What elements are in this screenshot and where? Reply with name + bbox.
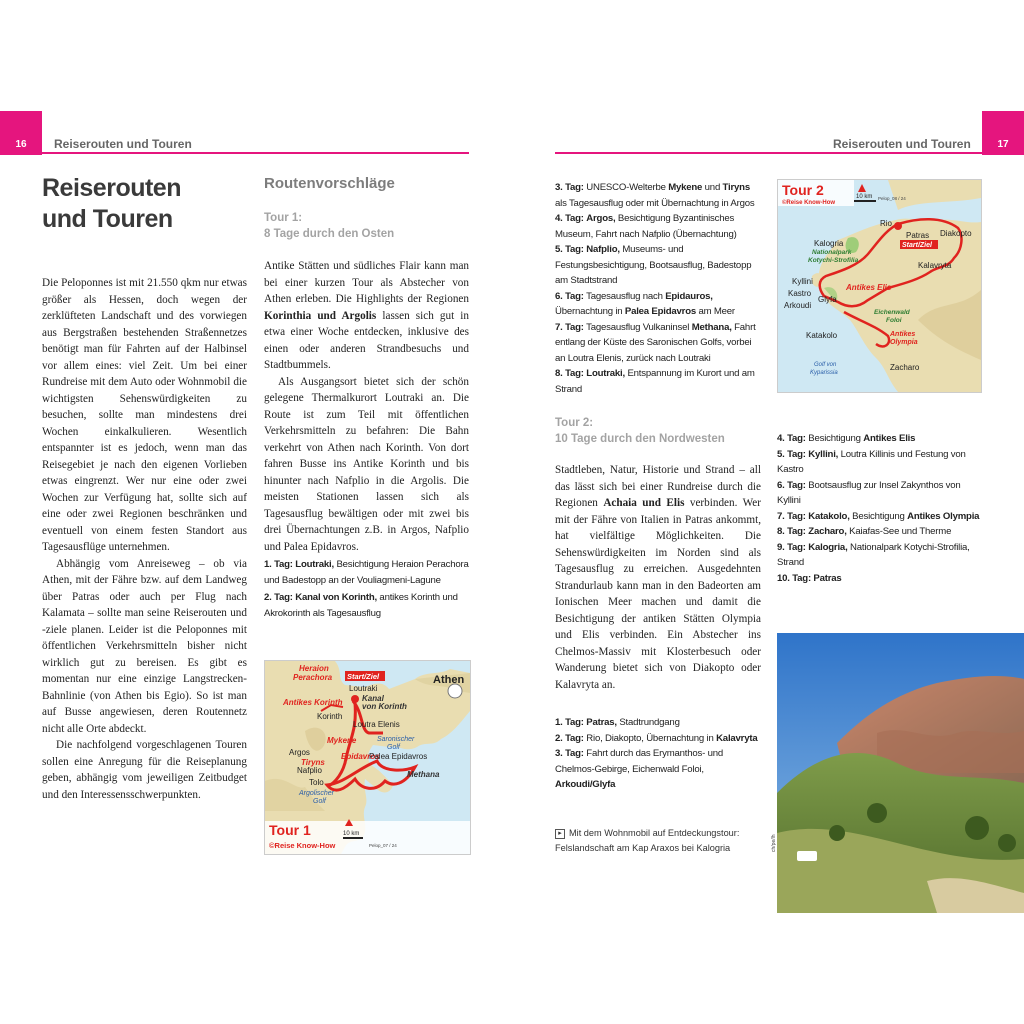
- day-label: 9. Tag:: [777, 541, 806, 553]
- day-desc: Besichtigung: [805, 433, 864, 444]
- map-code: Pelop_07 / 24: [369, 843, 397, 848]
- map-publisher: ©Reise Know-How: [269, 841, 336, 850]
- map-code: Pelop_08 / 24: [878, 196, 906, 201]
- day-desc: antikes Korinth und Akrokorinth als Tagesausflug: [264, 592, 458, 619]
- day-label: 1. Tag:: [555, 717, 584, 728]
- day-place: Kyllini,: [808, 448, 839, 460]
- day-entry: [555, 715, 763, 731]
- day-entry: [777, 540, 985, 571]
- landscape-photo: [777, 633, 1024, 913]
- photo-credit: ch/pe/lh: [771, 834, 777, 852]
- tour2-map: [777, 179, 982, 393]
- day-desc: Nationalpark Kotychi-Strofilia, Strand: [777, 541, 970, 568]
- day-place: Kalavryta: [716, 732, 758, 744]
- day-label: 4. Tag:: [777, 433, 806, 444]
- tour2-day-list: [555, 715, 763, 793]
- day-entry: [777, 524, 985, 540]
- day-desc: und: [702, 182, 723, 193]
- text-span: verbinden. Wer mit der Fähre von Italien in Patras ankommt, hat vielfältige Möglichkeiten. Die Sehenswürdigkeiten im Norden sind als Tagesausflug zu erreichen. Ausgedehnten Strandurlaub kann man in den Badeorten am Ionischen Meer machen und damit die Besichtigung der antiken Stätten Olympia und Elis verbinden. Ein Abstecher ins Chelmos-Massiv mit Klosterbesuch oder Wanderung bietet sich von Diakopto oder Kalavryta an.: [555, 497, 761, 691]
- map-label: Tolo: [309, 778, 324, 787]
- map-label: Argolischer: [299, 790, 335, 797]
- day-desc: Besichtigung Heraion Perachora und Badestopp an der Vouliagmeni-Lagune: [264, 559, 469, 586]
- map-label: Antikes Korinth: [283, 698, 343, 707]
- day-entry: [555, 731, 763, 747]
- page-title-line: und Touren: [42, 205, 173, 233]
- day-entry: [777, 571, 985, 587]
- map-label: Katakolo: [806, 331, 838, 340]
- map-label: Foloi: [886, 317, 902, 324]
- day-entry: [264, 557, 471, 588]
- map-label: Perachora: [293, 673, 333, 682]
- page-number-right: 17: [982, 111, 1024, 155]
- day-label: 5. Tag:: [555, 244, 584, 255]
- map-publisher: ©Reise Know-How: [782, 200, 836, 206]
- arrow-right-icon: ▸: [555, 829, 565, 839]
- map-label: Nafplio: [297, 766, 322, 775]
- day-desc: Tagesausflug Vulkaninsel: [583, 321, 692, 333]
- photo-caption: [555, 826, 770, 856]
- day-place: Loutraki,: [295, 559, 334, 570]
- caption-line: [555, 826, 770, 841]
- start-ziel-label: Start/Ziel: [347, 672, 380, 681]
- day-desc: Tagesausflug nach: [583, 290, 666, 302]
- day-entry: [555, 289, 763, 320]
- map-label: Antikes Elis: [846, 283, 892, 292]
- running-head-left: Reiserouten und Touren: [54, 137, 192, 151]
- day-label: 3. Tag:: [555, 182, 584, 193]
- day-label: 6. Tag:: [777, 479, 806, 491]
- day-desc: Museums- und Festungsbesichtigung, Bootsausflug, Badestopp am Stadtstrand: [555, 244, 752, 286]
- day-label: 7. Tag:: [555, 321, 584, 333]
- day-desc: Entspannung im Kurort und am Strand: [555, 368, 755, 395]
- map-label: Argos: [289, 748, 310, 757]
- map-label: Methana: [407, 770, 440, 779]
- page-title-line: Reiserouten: [42, 174, 181, 202]
- intro-text: [42, 275, 247, 803]
- day-entry: [555, 746, 763, 793]
- day-desc: Rio, Diakopto, Übernachtung in: [583, 732, 717, 744]
- day-label: 5. Tag:: [777, 448, 806, 460]
- start-ziel-label: Start/Ziel: [902, 242, 932, 249]
- map-label: Olympia: [890, 339, 918, 346]
- day-desc: Fahrt entlang der Küste des Saronischen Golfs, vorbei an Loutra Elenis, zurück nach Loutraki: [555, 321, 756, 364]
- day-label: 8. Tag:: [555, 368, 584, 379]
- caption-line: Felslandschaft am Kap Araxos bei Kalogria: [555, 843, 731, 853]
- tour2-text: [555, 462, 761, 693]
- map-label: Saronischer: [377, 736, 415, 743]
- day-place: Zacharo,: [808, 526, 847, 537]
- day-place: Patras,: [586, 717, 617, 728]
- map-label: Glyfa: [818, 295, 837, 304]
- day-label: 2. Tag:: [555, 732, 584, 744]
- day-place: Methana,: [691, 321, 732, 333]
- day-entry: [555, 180, 763, 211]
- scale-bar-icon: [854, 200, 876, 202]
- map-label: Eichenwald: [874, 309, 910, 316]
- day-place: Epidauros,: [665, 290, 713, 302]
- map-label: von Korinth: [362, 702, 407, 711]
- day-entry: [777, 509, 985, 525]
- map-label: Nationalpark: [812, 249, 852, 256]
- scale-bar-icon: [343, 837, 363, 839]
- tour1-day-list: [264, 557, 471, 621]
- map-label-athen: Athen: [433, 674, 465, 686]
- map-label: Loutra Elenis: [353, 720, 400, 729]
- day-place: Mykene: [668, 182, 703, 193]
- day-entry: [777, 447, 985, 478]
- map-label: Heraion: [299, 664, 329, 673]
- header-rule-right: [555, 152, 982, 154]
- day-entry: [555, 211, 763, 242]
- day-place: Antikes Elis: [863, 433, 916, 444]
- day-desc: Übernachtung in: [555, 306, 625, 317]
- tour1-paragraph: [264, 258, 469, 374]
- text-span: Antike Stätten und südliches Flair kann man bei einer kurzen Tour als Abstecher von Athen erleben. Die Highlights der Regionen: [264, 260, 469, 305]
- page-title: [42, 173, 242, 235]
- day-desc: UNESCO-Welterbe: [583, 182, 669, 193]
- day-place: Nafplio,: [586, 244, 620, 255]
- day-entry: [555, 320, 763, 367]
- day-desc: am Meer: [696, 306, 735, 317]
- intro-paragraph: Die nachfolgend vorgeschlagenen Touren sollen eine Anregung für die Reiseplanung geben, abhängig vom jeweiligen Zeitbudget und den Interessensschwerpunkten.: [42, 739, 247, 801]
- tour1-heading-line: 8 Tage durch den Osten: [264, 228, 395, 240]
- map-label: Korinth: [317, 712, 343, 721]
- text-span: Stadtleben, Natur, Historie und Strand – all das lässt sich bei einer Rundreise durch die Regionen: [555, 464, 761, 509]
- day-label: 1. Tag:: [264, 559, 293, 570]
- day-entry: [555, 366, 763, 397]
- day-place: Antikes Olympia: [907, 510, 980, 522]
- day-label: 6. Tag:: [555, 290, 584, 302]
- running-head-right: Reiserouten und Touren: [833, 137, 971, 151]
- tour1-day-list-continued: [555, 180, 763, 397]
- map-scale: 10 km: [343, 831, 360, 837]
- tour1-heading-line: Tour 1:: [264, 212, 303, 224]
- day-desc: Fahrt durch das Erymanthos- und Chelmos-Gebirge, Eichenwald Foloi,: [555, 748, 723, 775]
- caption-text: Mit dem Wohnmobil auf Entdeckungstour:: [569, 828, 740, 838]
- map-label: Golf von: [814, 362, 837, 368]
- day-place: Patras: [813, 572, 842, 584]
- map-label: Loutraki: [349, 684, 378, 693]
- map-label: Antikes: [890, 331, 916, 338]
- day-desc: Besichtigung Byzantinisches Museum, Fahrt nach Nafplio (Übernachtung): [555, 213, 737, 240]
- page-number-left: 16: [0, 111, 42, 155]
- tour1-heading: [264, 210, 394, 242]
- day-place: Kalogria,: [808, 541, 848, 553]
- tour1-text: [264, 258, 469, 555]
- map-label: Golf: [313, 798, 326, 805]
- day-desc: Bootsausflug zur Insel Zakynthos von Kyllini: [777, 479, 961, 506]
- day-place: Tiryns: [722, 182, 750, 193]
- day-label: 8. Tag:: [777, 526, 806, 537]
- map-label: Zacharo: [890, 363, 920, 372]
- map-label: Golf: [387, 744, 400, 751]
- text-span: lassen sich gut in etwa einer Woche entdecken, inklusive des einen oder anderen Strandbesuchs und Stadtbummels.: [264, 309, 469, 371]
- section-heading: Routenvorschläge: [264, 175, 395, 192]
- day-place: Palea Epidavros: [624, 306, 696, 317]
- map-label: Arkoudi: [784, 301, 812, 310]
- map-tour-label: Tour 1: [269, 822, 311, 838]
- day-label: 3. Tag:: [555, 748, 584, 759]
- map-label: Epidavros: [341, 752, 380, 761]
- day-place: Loutraki,: [586, 368, 625, 379]
- day-desc: Kaiafas-See und Therme: [846, 526, 952, 537]
- map-scale: 10 km: [856, 194, 873, 200]
- bold-regions: Korinthia und Argolis: [264, 309, 377, 322]
- day-place: Katakolo,: [808, 510, 850, 522]
- tour1-map: [264, 660, 471, 855]
- map-label: Kastro: [788, 289, 812, 298]
- day-desc: Loutra Killinis und Festung von Kastro: [777, 448, 966, 475]
- day-entry: [777, 478, 985, 509]
- map-label: Kotychi-Strofilia: [808, 257, 859, 264]
- day-entry: [264, 590, 471, 621]
- map-label: Tiryns: [301, 758, 325, 767]
- day-label: 4. Tag:: [555, 213, 584, 224]
- map-label: Mykene: [327, 736, 357, 745]
- tour2-day-list-continued: [777, 431, 985, 586]
- day-entry: [555, 242, 763, 289]
- day-place: Arkoudi/Glyfa: [555, 779, 616, 790]
- tour2-heading-line: Tour 2:: [555, 417, 594, 429]
- day-label: 10. Tag:: [777, 572, 811, 584]
- map-label: Kanal: [362, 694, 384, 703]
- tour2-heading-line: 10 Tage durch den Nordwesten: [555, 433, 725, 445]
- intro-paragraph: Abhängig vom Anreiseweg – ob via Athen, mit der Fähre bzw. auf dem Landweg über Patras oder auch per Flug nach Kalamata – sollte man seine Reiserouten und -ziele planen. Leider ist die Peloponnes mit öffentlichen Verkehrsmitteln bisher nicht wirklich gut zu bereisen. Es gibt es momentan nur eine einzige Langstrecken-Bahnlinie (von Athen bis Egio). So ist man auf Busse angewiesen, deren Routennetz nicht alle Orte abdeckt.: [42, 557, 247, 735]
- map-label: Patras: [906, 231, 930, 240]
- day-place: Argos,: [586, 213, 616, 224]
- map-label: Kyllini: [792, 277, 813, 286]
- day-desc: Stadtrundgang: [616, 717, 680, 728]
- day-entry: [777, 431, 985, 447]
- map-label: Palea Epidavros: [369, 752, 428, 761]
- day-label: 2. Tag:: [264, 592, 293, 603]
- tour2-heading: [555, 415, 725, 447]
- map-label: Kalavryta: [918, 261, 952, 270]
- day-place: Kanal von Korinth,: [295, 592, 377, 603]
- map-tour-label: Tour 2: [782, 182, 824, 198]
- header-rule-left: [42, 152, 469, 154]
- tour1-paragraph: Als Ausgangsort bietet sich der schön gelegene Thermalkurort Loutraki an. Die Route ist zum Teil mit öffentlichen Verkehrsmitteln zu befahren: Die Bahn verkehrt von Athen nach Korinth. Von dort fahren Busse ins Antike Korinth und bis hinunter nach Nafplio in die Argolis. Die meisten Stationen lassen sich als Tagesausflug bewältigen oder mit zwei bis drei Übernachtungen z.B. in Argos, Nafplio und Palea Epidavros.: [264, 375, 469, 553]
- day-desc: als Tagesausflug oder mit Übernachtung in Argos: [555, 197, 755, 209]
- bold-regions: Achaia und Elis: [603, 497, 685, 509]
- day-label: 7. Tag:: [777, 510, 806, 522]
- tour2-paragraph: [555, 462, 761, 693]
- map-label: Kyparissia: [810, 370, 838, 376]
- map-label: Rio: [880, 219, 893, 228]
- map-label: Kalogria: [814, 239, 844, 248]
- day-desc: Besichtigung: [849, 510, 908, 522]
- map-label: Diakopto: [940, 229, 972, 238]
- intro-paragraph: Die Peloponnes ist mit 21.550 qkm nur etwas größer als Hessen, doch wegen der zerklüfteten Landschaft und des vorwiegen aus Bergstraßen bestehenden Straßennetzes benötigt man für Fahrten auf der Halbinsel vor allem eines: viel Zeit. Um bei einer Rundreise mit dem Auto oder Wohnmobil die wichtigsten Sehenswürdigkeiten zu besuchen, sollte man mindestens drei Wochen einkalkulieren. Wesentlich entspannter ist es jedoch, wenn man das Reisegebiet je nach den eigenen Vorlieben etwas eingrenzt. Wer nur eine oder zwei Wochen zur Verfügung hat, sollte sich auf eine oder zwei Regionen beschränken und eventuell von einem festen Standort aus Tagesausflüge unternehmen.: [42, 277, 247, 553]
